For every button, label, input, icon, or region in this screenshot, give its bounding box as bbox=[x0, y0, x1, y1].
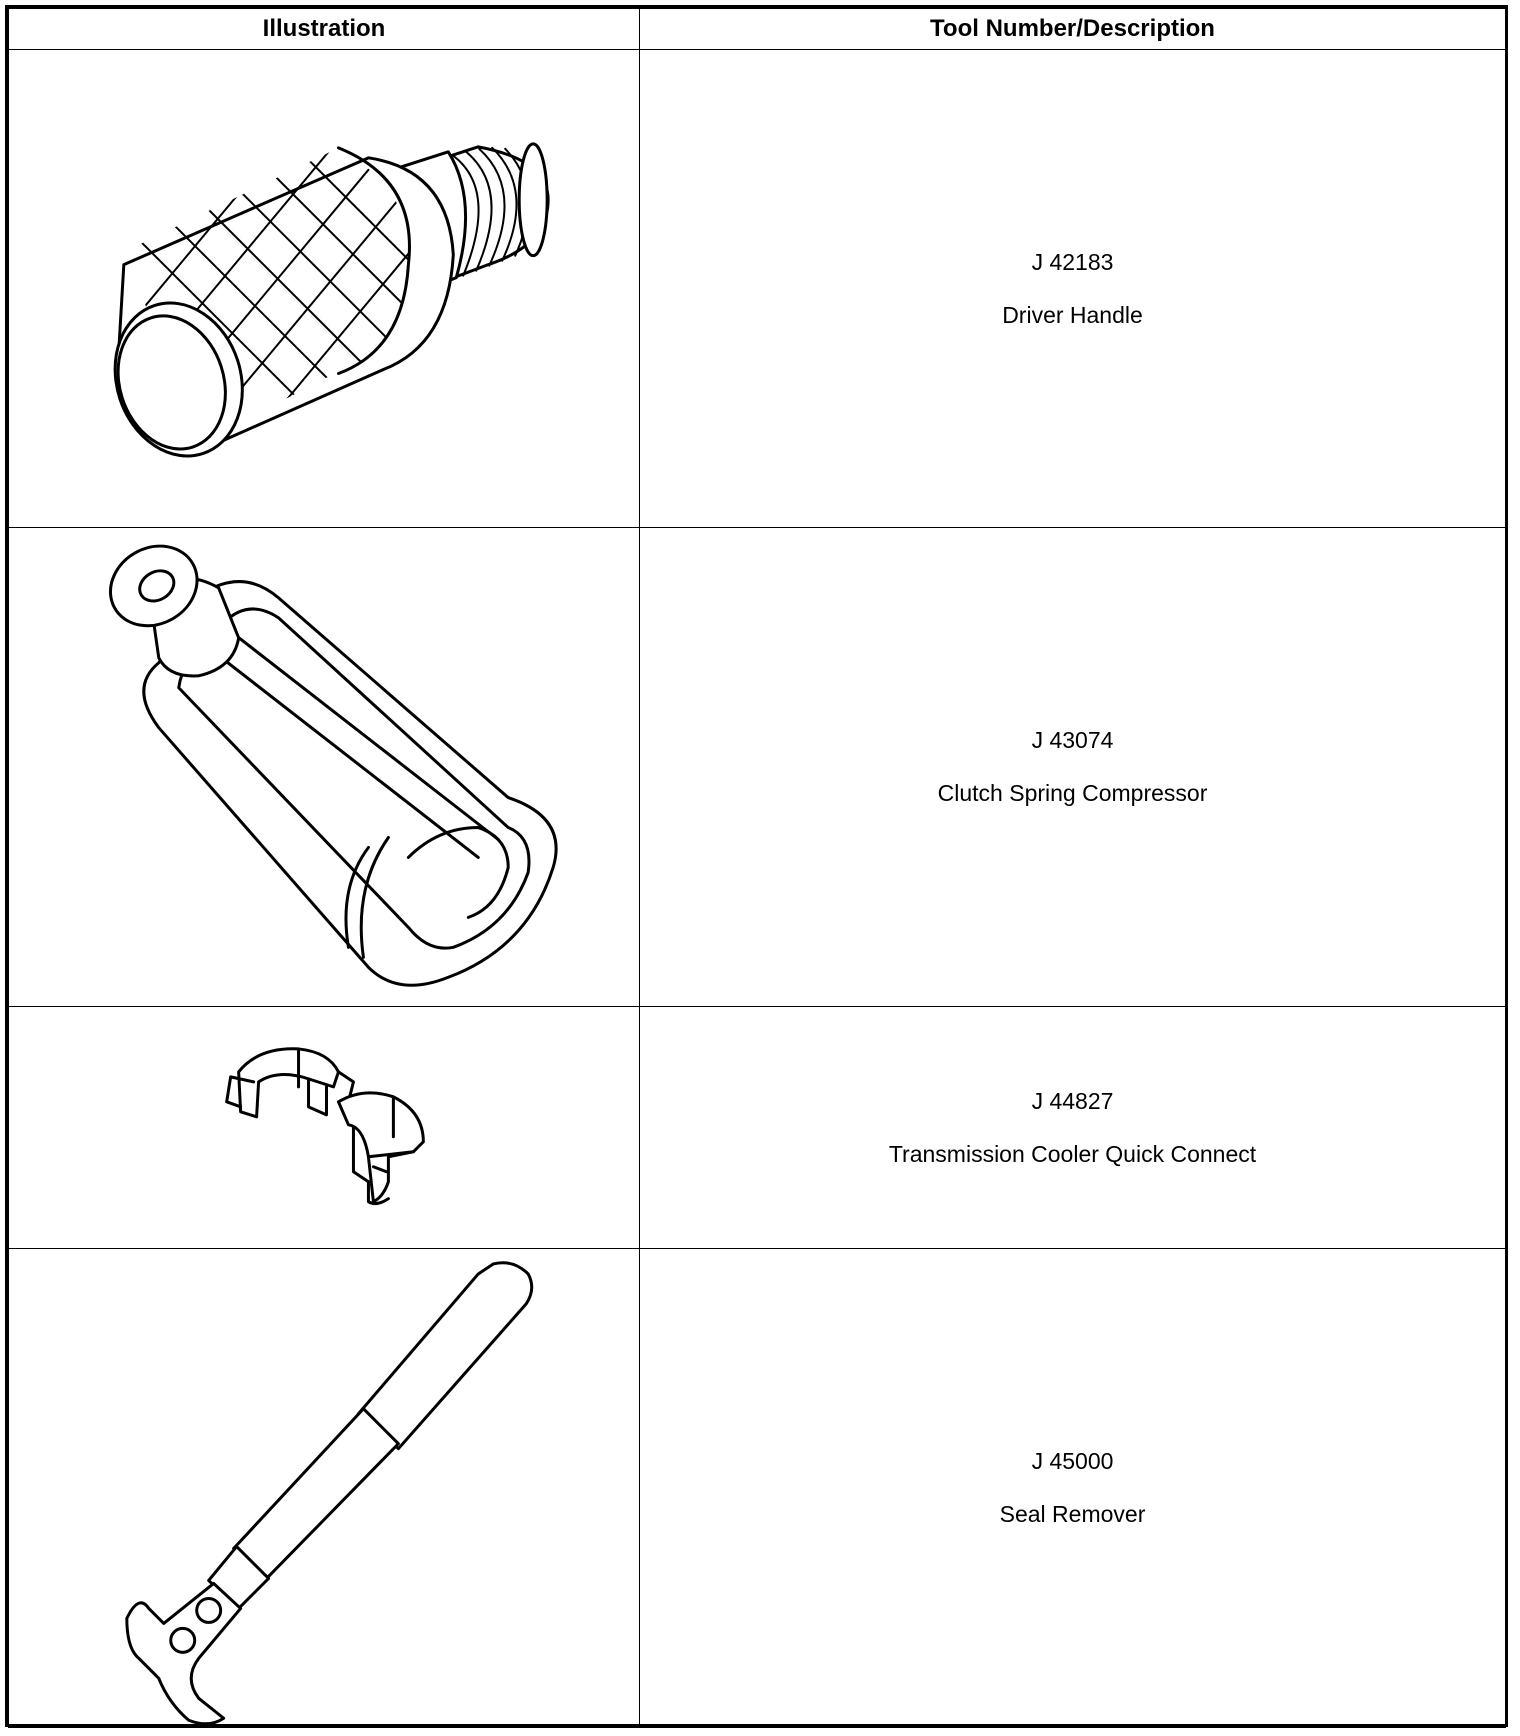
tool-description: Clutch Spring Compressor bbox=[937, 780, 1208, 807]
seal-remover-illustration bbox=[9, 1249, 639, 1727]
table-row bbox=[9, 1249, 1506, 1728]
description-cell bbox=[640, 1007, 1506, 1249]
illustration-cell bbox=[9, 1007, 640, 1249]
tool-table-frame bbox=[5, 5, 1508, 1727]
description-cell bbox=[640, 1249, 1506, 1728]
tool-description: Driver Handle bbox=[1002, 301, 1143, 328]
description-cell bbox=[640, 528, 1506, 1007]
tool-number: J 44827 bbox=[1031, 1087, 1114, 1114]
illustration-cell bbox=[9, 1249, 640, 1728]
table-row bbox=[9, 528, 1506, 1007]
illustration-cell bbox=[9, 50, 640, 528]
driver-handle-illustration bbox=[9, 50, 639, 527]
tool-number: J 43074 bbox=[1031, 727, 1114, 754]
header-illustration: Illustration bbox=[9, 9, 640, 50]
tool-description: Seal Remover bbox=[999, 1501, 1146, 1528]
illustration-cell bbox=[9, 528, 640, 1007]
tool-description: Transmission Cooler Quick Connect bbox=[888, 1140, 1257, 1167]
header-row bbox=[9, 9, 1506, 50]
tool-table bbox=[8, 8, 1506, 1728]
table-row bbox=[9, 1007, 1506, 1249]
quick-connect-illustration bbox=[9, 1007, 639, 1248]
clutch-spring-compressor-illustration bbox=[9, 528, 639, 1006]
tool-number: J 45000 bbox=[1031, 1448, 1114, 1475]
description-cell bbox=[640, 50, 1506, 528]
header-tool-description: Tool Number/Description bbox=[640, 9, 1506, 50]
tool-number: J 42183 bbox=[1031, 248, 1114, 275]
table-row bbox=[9, 50, 1506, 528]
